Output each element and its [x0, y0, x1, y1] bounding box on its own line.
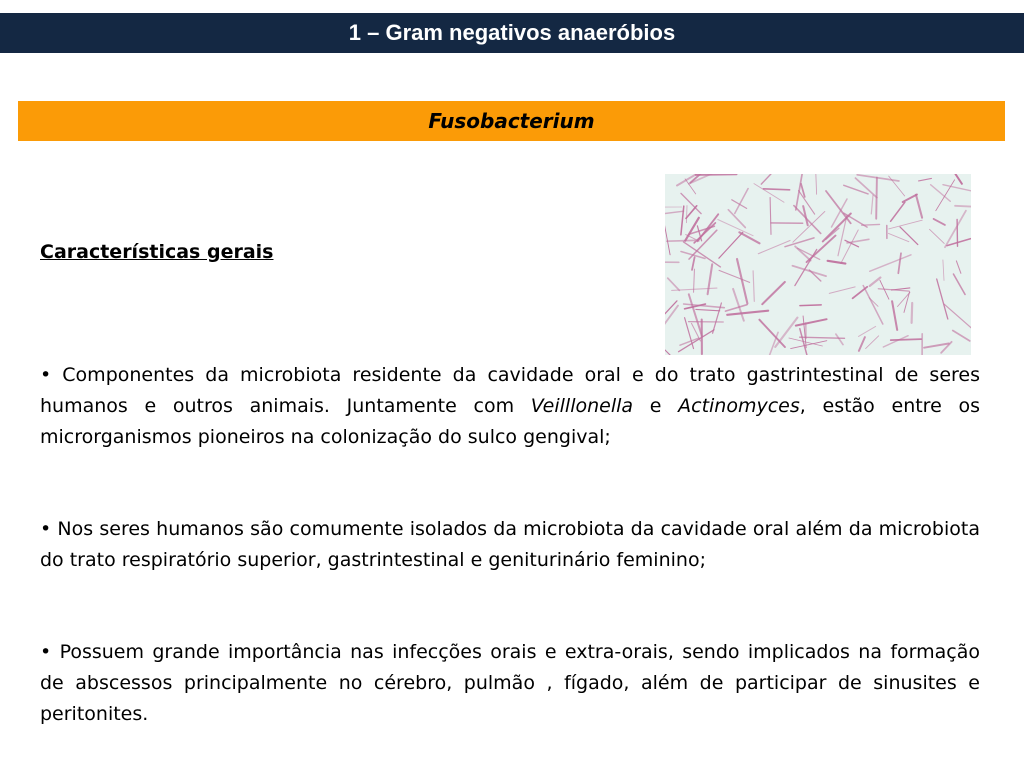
bacterium-rod — [763, 189, 789, 190]
slide-title-bar — [0, 13, 1024, 53]
bullet-2-text: Nos seres humanos são comumente isolados da microbiota da cavidade oral além da microbiota do trato respiratório superior, gastrintestinal e geniturinário feminino; — [40, 518, 980, 571]
bacterium-rod — [949, 174, 962, 184]
bacterium-rod — [681, 206, 684, 235]
bacterium-rod — [898, 253, 901, 273]
bacterium-rod — [876, 178, 877, 219]
bacterium-rod — [770, 198, 771, 235]
bacterium-rod — [764, 332, 778, 355]
bacterium-rod — [870, 255, 911, 271]
bacterium-rod — [866, 336, 879, 349]
bacterium-rod — [857, 175, 899, 181]
bacterium-rod — [826, 191, 851, 223]
bacterium-rod — [912, 303, 913, 323]
bacterium-rod — [856, 178, 877, 198]
bacterium-rod — [859, 326, 876, 336]
bacterium-rod — [733, 289, 744, 321]
bullet-1-connector: e — [633, 395, 679, 417]
bacterium-rod — [791, 341, 827, 349]
bacterium-rod — [728, 210, 745, 228]
bacterium-rod — [719, 270, 750, 282]
bacterium-rod — [686, 206, 697, 219]
bullet-3-text: Possuem grande importância nas infecções orais e extra-orais, sendo implicados na formação de abscessos principalmente no cérebro, pulmão , fígado, além de participar de sinusites e peritonites. — [40, 641, 980, 725]
bacterium-rod — [904, 292, 910, 313]
bacterium-rod — [681, 252, 705, 259]
bacterium-rod — [892, 301, 897, 330]
bacterium-rod — [870, 278, 881, 286]
bacterium-rod — [698, 214, 719, 241]
bullet-marker: • — [40, 364, 52, 386]
bacterium-rod — [687, 206, 688, 223]
bacterium-rod — [796, 319, 827, 325]
bacteria-micrograph — [665, 174, 971, 355]
bacterium-rod — [696, 309, 720, 310]
bacterium-rod — [859, 337, 865, 351]
bullet-paragraph-3 — [40, 637, 980, 730]
bacterium-rod — [863, 286, 883, 325]
bacterium-rod — [955, 206, 971, 207]
bacterium-rod — [754, 184, 784, 203]
bacterium-rod — [936, 180, 955, 211]
bacterium-rod — [892, 288, 910, 290]
bacterium-rod — [665, 223, 670, 254]
bacterium-rod — [956, 261, 961, 273]
bullet-1-text-b: , estão entre os microrganismos pioneiros na colonização do sulco gengival; — [40, 395, 980, 448]
bullet-paragraph-2 — [40, 514, 980, 576]
bacterium-rod — [696, 174, 737, 175]
bacterium-rod — [943, 260, 944, 280]
bacterium-rod — [919, 178, 932, 181]
bacterium-rod — [828, 261, 846, 264]
bacterium-rod — [800, 305, 821, 306]
bacterium-rod — [668, 278, 680, 290]
bacterium-rod — [891, 339, 922, 340]
bacterium-rod — [667, 240, 695, 241]
bacterium-rod — [953, 331, 970, 341]
bacterium-rod — [793, 212, 825, 243]
bullet-paragraph-1 — [40, 360, 980, 453]
bacterium-rod — [689, 294, 702, 335]
bacterium-rod — [708, 264, 713, 294]
bacterium-rod — [753, 271, 754, 302]
bacterium-rod — [847, 239, 869, 243]
bullet-marker: • — [40, 518, 52, 540]
bacterium-rod — [931, 185, 951, 202]
bacterium-rod — [871, 195, 873, 214]
bacterium-rod — [916, 195, 922, 218]
bacterium-rod — [816, 174, 817, 194]
bacterium-rod — [934, 219, 945, 225]
bacterium-rod — [889, 233, 909, 241]
genus-veillonella: Veilllonella — [530, 395, 634, 417]
bacterium-rod — [883, 336, 908, 347]
bacterium-rod — [726, 305, 748, 311]
bacterium-rod — [692, 257, 695, 270]
bacterium-rod — [924, 344, 949, 348]
micrograph-image — [665, 174, 971, 355]
bacterium-rod — [719, 232, 743, 258]
bacterium-rod — [718, 220, 753, 236]
bacterium-rod — [836, 334, 843, 345]
bacterium-rod — [930, 229, 945, 243]
bullet-marker: • — [40, 641, 52, 663]
bacterium-rod — [665, 306, 678, 327]
bacterium-rod — [665, 211, 684, 214]
bacterium-rod — [954, 274, 966, 294]
subtitle-banner — [18, 101, 1005, 141]
bacterium-rod — [762, 282, 785, 304]
section-heading: Características gerais — [40, 241, 274, 263]
bullet-1-text-a: Componentes da microbiota residente da cavidade oral e do trato gastrintestinal de seres humanos e outros animais. Juntamente com — [40, 364, 980, 417]
bacterium-rod — [891, 202, 905, 221]
bacterium-rod — [889, 220, 923, 229]
bacterium-rod — [793, 266, 827, 276]
bacterium-rod — [937, 279, 948, 319]
bacterium-rod — [829, 287, 855, 294]
bacterium-rod — [761, 174, 771, 184]
bacterium-rod — [841, 230, 858, 264]
bacterium-rod — [735, 189, 748, 214]
genus-actinomyces: Actinomyces — [678, 395, 800, 417]
subtitle-text: Fusobacterium — [428, 109, 595, 133]
bacterium-rod — [665, 339, 678, 355]
bacterium-rod — [759, 320, 785, 347]
bacterium-rod — [727, 311, 768, 315]
bacterium-rod — [799, 191, 815, 215]
bacterium-rod — [785, 238, 814, 247]
slide-title: 1 – Gram negativos anaeróbios — [348, 20, 676, 45]
